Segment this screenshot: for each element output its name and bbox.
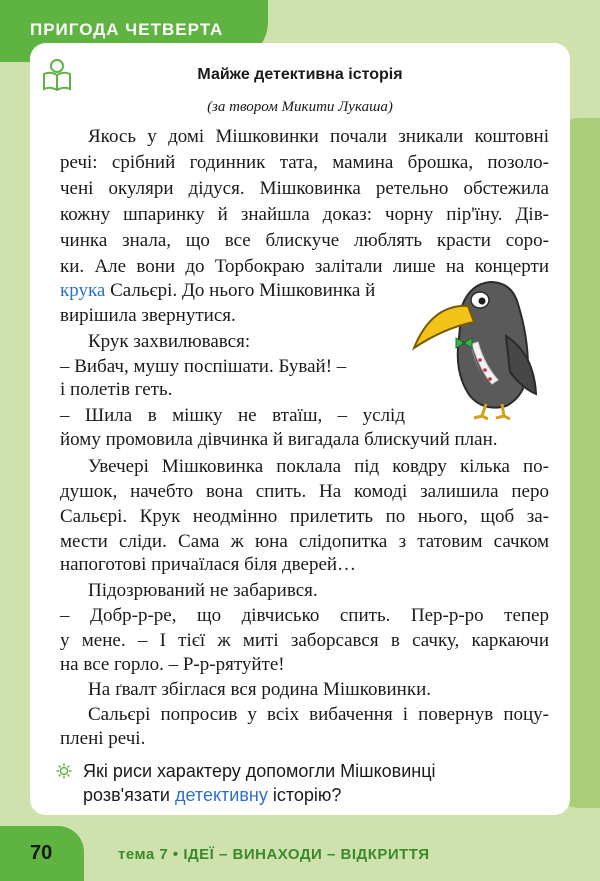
text-line: речі: срібний годинник тата, мамина брошка, позоло- [60,152,549,173]
story-source: (за твором Микити Лукаша) [207,99,393,115]
crow-illustration [410,276,540,421]
text-line: Підозрюваний не забарився. [88,580,318,601]
section-title: ПРИГОДА ЧЕТВЕРТА [30,20,224,39]
text-line: вирішила звернутися. [60,305,236,326]
text-line: йому промовила дівчинка й вигадала блискучий план. [60,429,498,450]
text-line: ки. Але вони до Торбокраю залітали лише на концерти [60,256,549,277]
text-line: Сальєрі. Крук неодмінно прилетить по нього, щоб за- [60,506,549,527]
text-line: – Вибач, мушу поспішати. Бувай! – [60,356,347,377]
text-line: – Шила в мішку не втаїш, – услід [60,405,405,426]
text-line: і полетів геть. [60,379,173,400]
text-line: душок, начебто вона спить. На комоді залишила перо [60,481,549,502]
theme-label: тема 7 • ІДЕЇ – ВИНАХОДИ – ВІДКРИТТЯ [118,846,430,863]
crow-link[interactable]: крука [60,280,106,301]
text-line: на все горло. – Р-р-рятуйте! [60,654,285,675]
detective-link[interactable]: детективну [175,785,268,805]
text-line: чені окуляри дідуся. Мішковинка ретельно обстежила [60,178,549,199]
question-text: історію? [267,785,342,805]
text-line: чинка знала, що все блискуче люблять красти соро- [60,230,549,251]
question-line-2 [83,784,341,806]
page-number: 70 [30,842,53,864]
text-line: Якось у домі Мішковинки почали зникали коштовні [88,126,549,147]
sun-question-icon [56,763,72,779]
text-line: – Добр-р-ре, що дівчисько спить. Пер-р-ро тепер [60,605,549,626]
story-title: Майже детективна історія [197,66,403,83]
text-line: кожну шпаринку й знайшла доказ: чорну пір'їну. Дів- [60,204,549,225]
text-line: мести сліди. Сама ж юна слідопитка з татовим сачком [60,531,549,552]
question-line-1: Які риси характеру допомогли Мішковинці [83,761,436,781]
text-line-with-link [60,280,375,302]
text-line: На ґвалт збіглася вся родина Мішковинки. [88,679,431,700]
text-line: Крук захвилювався: [88,331,251,352]
text-line: плені речі. [60,728,146,749]
text-line: Сальєрі попросив у всіх вибачення і повернув поцу- [88,704,549,725]
text-line: у мене. – І тієї ж миті заборсався в сачку, каркаючи [60,630,549,651]
text-fragment: Сальєрі. До нього Мішковинка й [110,280,376,301]
text-line: напоготові причаїлася біля дверей… [60,554,357,575]
question-text: розв'язати [83,785,175,805]
text-line: Увечері Мішковинка поклала під ковдру кілька по- [88,456,549,477]
